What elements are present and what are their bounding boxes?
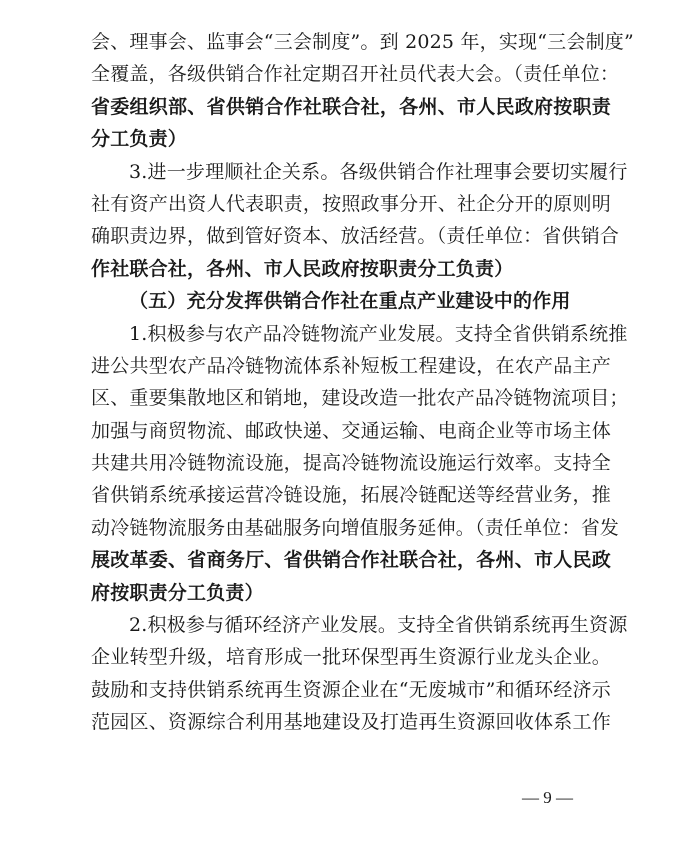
paragraph-enterprise-relations [91, 156, 628, 286]
body-line: 省供销系统承接运营冷链设施，拓展冷链配送等经营业务，推 [91, 484, 611, 507]
paragraph-cold-chain [91, 318, 629, 610]
body-line: 会、理事会、监事会“三会制度”。到 2025 年，实现“三会制度” [91, 31, 634, 53]
responsibility-line: 省委组织部、省供销合作社联合社，各州、市人民政府按职责 [91, 95, 611, 118]
body-line: 鼓励和支持供销系统再生资源企业在“无废城市”和循环经济示 [91, 678, 611, 701]
paragraph-three-systems [91, 26, 634, 156]
body-line: 3.进一步理顺社企关系。各级供销合作社理事会要切实履行 [129, 160, 628, 183]
body-line: 区、重要集散地区和销地，建设改造一批农产品冷链物流项目； [91, 387, 629, 410]
responsibility-line: 作社联合社，各州、市人民政府按职责分工负责） [91, 257, 514, 280]
body-line: 动冷链物流服务由基础服务向增值服务延伸。（责任单位：省发 [91, 516, 620, 539]
responsibility-line: 展改革委、省商务厅、省供销合作社联合社，各州、市人民政 [91, 549, 611, 572]
body-line: 全覆盖，各级供销合作社定期召开社员代表大会。（责任单位： [91, 63, 620, 86]
body-line: 社有资产出资人代表职责，按照政事分开、社企分开的原则明 [91, 192, 611, 215]
document-body [91, 26, 634, 739]
body-line: 共建共用冷链物流设施，提高冷链物流设施运行效率。支持全 [91, 452, 611, 475]
body-line: 确职责边界，做到管好资本、放活经营。（责任单位：省供销合 [91, 225, 620, 248]
page-number: — 9 — [522, 788, 573, 807]
body-line: 2.积极参与循环经济产业发展。支持全省供销系统再生资源 [129, 614, 628, 637]
body-line: 范园区、资源综合利用基地建设及打造再生资源回收体系工作 [91, 711, 611, 734]
body-line: 企业转型升级，培育形成一批环保型再生资源行业龙头企业。 [91, 646, 611, 669]
responsibility-line: 分工负责） [91, 128, 188, 151]
responsibility-line: 府按职责分工负责） [91, 581, 264, 604]
body-line: 加强与商贸物流、邮政快递、交通运输、电商企业等市场主体 [91, 419, 611, 442]
body-line: 1.积极参与农产品冷链物流产业发展。支持全省供销系统推 [129, 322, 628, 345]
body-line: 进公共型农产品冷链物流体系补短板工程建设，在农产品主产 [91, 354, 611, 377]
paragraph-circular-economy [91, 609, 628, 739]
section-heading: （五）充分发挥供销合作社在重点产业建设中的作用 [129, 290, 571, 313]
